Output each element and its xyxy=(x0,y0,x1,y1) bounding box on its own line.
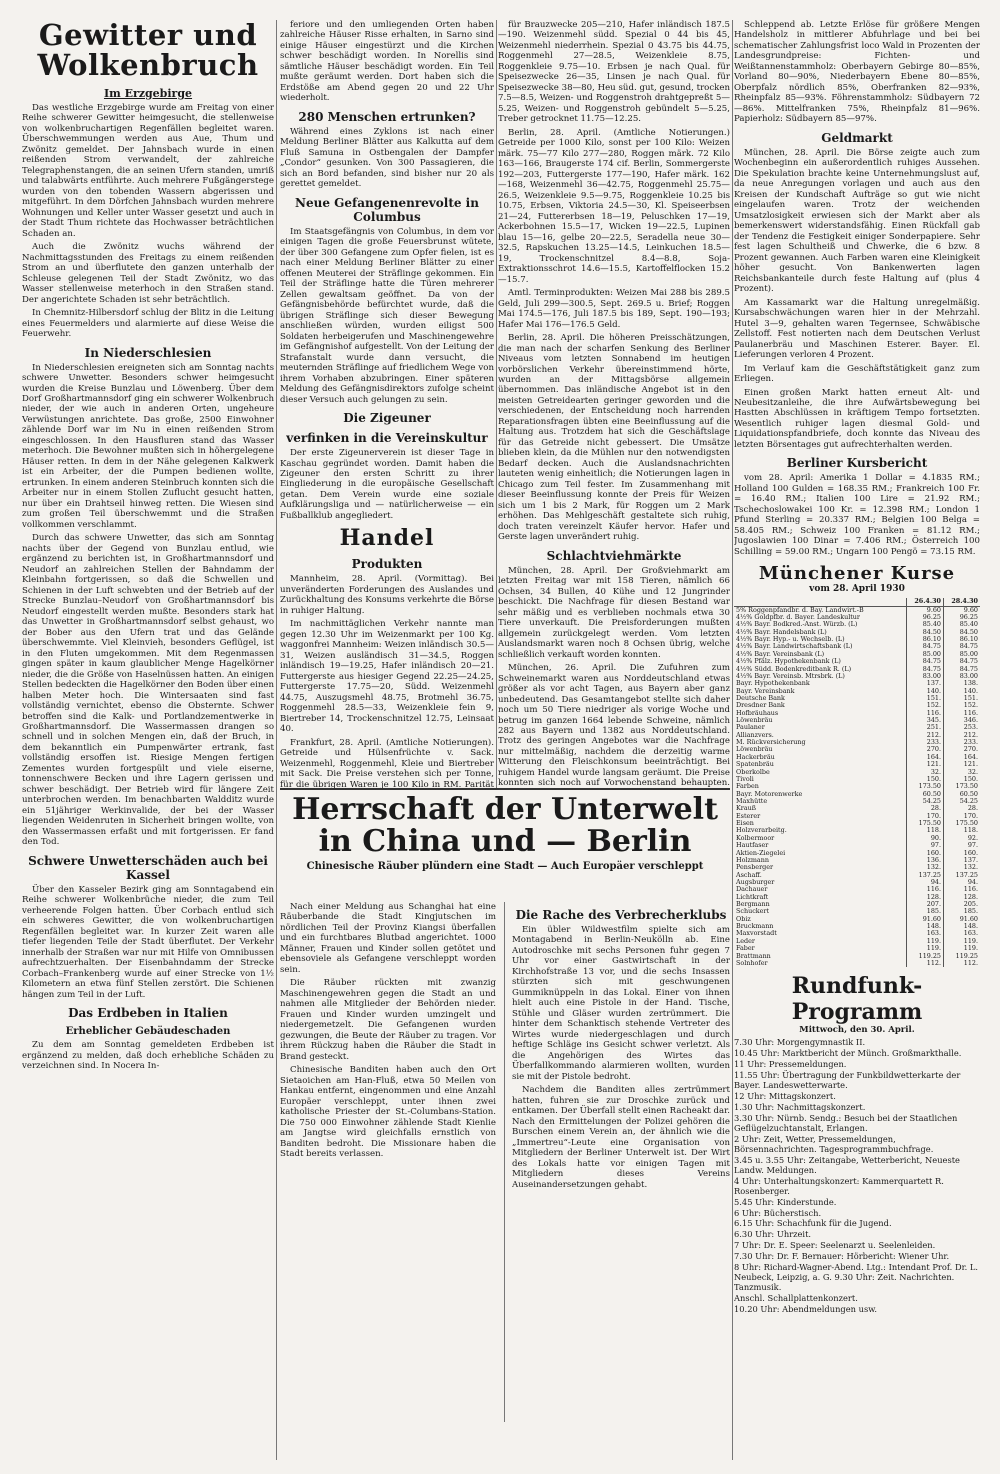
security-price: 86.10 xyxy=(907,636,944,643)
security-price: 148. xyxy=(944,923,981,930)
article-paragraph: Das westliche Erzgebirge wurde am Freitag von einer Reihe schwerer Gewitter heimgesucht, die stellenweise von wolkenbruchartigen Regenfällen begleitet waren. Überschwemmungen werden aus Aue, Thum und Zwönitz gemeldet. Der Jahnsbach wurde in einen reißenden Strom verwandelt, der zahlreiche Telegraphenstangen, die an seinen Ufern standen, umriß und talabwärts entführte. Auch mehrere Fußgängerstege wurden von den tobenden Wassern abgerissen und mitgeführt. In dem Dörfchen Jahnsbach wurden mehrere Wohnungen und Keller unter Wasser gesetzt und auch in der Stadt Thum richtete das Hochwasser beträchtlichen Schaden an. xyxy=(22,102,274,239)
article-paragraph: Im Staatsgefängnis von Columbus, in dem vor einigen Tagen die große Feuersbrunst wütete, der über 300 Gefangene zum Opfer fielen, ist es nach einer Meldung Berliner Blätter zu einer offenen Meuterei der Sträflinge gekommen. Ein Teil der Sträflinge hatte die Türen mehrerer Zellen gewaltsam geöffnet. Da von der Gefängnisbehörde befürchtet wurde, daß die übrigen Sträflinge sich dieser Bewegung anschließen würden, wurden eiligst 500 Soldaten herbeigerufen und Maschinengewehre im Gefängnishof aufgestellt. Von der Leitung der Strafanstalt wurde dann versucht, die meuternden Sträflinge auf friedlichem Wege von ihrem Vorhaben abzubringen. Einer späteren Meldung des Gefängnisdirektors zufolge scheint dieser Versuch auch gelungen zu sein. xyxy=(280,226,494,405)
security-name: 4½% Bayr. Hyp.- u. Wechselb. (L) xyxy=(736,635,845,644)
security-name: Löwenbräu xyxy=(736,745,773,754)
section-heading: In Niederschlesien xyxy=(84,345,212,360)
article-paragraph: Schleppend ab. Letzte Erlöse für größere Mengen Handelsholz in mittlerer Abfuhrlage und bei bei schematischer Zahlungsfrist loco Wald in Prozenten der Landesgrundpreise: Fichten- und Weißtannenstammholz: Oberbayern Gebirge 80—85%, Vorland 80—90%, Niederbayern Ebene 80—85%, Oberpfalz nördlich 85%, Oberfranken 82—93%, Rheinpfalz 85—93%. Föhrenstammholz: Südbayern 72—86%. Mittelfranken 75%, Rheinpfalz 81—96%. Papierholz: Südbayern 85—97%. xyxy=(734,20,980,125)
security-price: 185. xyxy=(944,908,981,915)
security-price: 118. xyxy=(944,827,981,834)
radio-program-item: 3.45 u. 3.55 Uhr: Zeitangabe, Wetterbericht, Neueste Landw. Meldungen. xyxy=(734,1154,960,1175)
security-price: 132. xyxy=(944,864,981,871)
security-price: 83.00 xyxy=(944,673,981,680)
security-name: 4½% Bayr. Vereinsb. Mtrsbrk. (L) xyxy=(736,671,845,680)
section-heading: Schlachtviehmärkte xyxy=(546,548,682,563)
security-name: 4½% Bayr. Landwirtschaftsbank (L) xyxy=(736,642,853,651)
article-paragraph: Amtl. Terminprodukten: Weizen Mai 288 bis 289.5 Geld, Juli 299—300.5, Sept. 269.5 u. Brief; Roggen Mai 174.5—176, Juli 187.5 bis 189, Sept. 190—193; Hafer Mai 176—176.5 Geld. xyxy=(498,288,730,330)
security-price: 118. xyxy=(907,827,944,834)
radio-program-item: 12 Uhr: Mittagskonzert. xyxy=(734,1091,836,1102)
radio-program-title: Rundfunk-Programm xyxy=(791,973,923,1026)
column-rule xyxy=(504,902,505,1422)
security-price: 9.60 xyxy=(907,606,944,614)
section-heading: Neue Gefangenenrevolte in Columbus xyxy=(295,195,479,224)
section-heading: Das Erdbeben in Italien xyxy=(68,1006,228,1021)
kurse-row xyxy=(734,953,980,960)
section-heading: Im Erzgebirge xyxy=(103,86,193,100)
article-paragraph: Der erste Zigeunerverein ist dieser Tage in Kaschau gegründet worden. Damit haben die Zigeuner den ersten Schritt zu ihrer Eingliederung in die europäische Gesellschaft getan. Dem Verein wurde eine soziale Aufklärungsliga und — natürlicherweise — ein Fußballklub angegliedert. xyxy=(280,448,494,521)
column-rule xyxy=(732,20,733,1460)
radio-program-item: 6.30 Uhr: Uhrzeit. xyxy=(734,1229,812,1240)
security-price: 90. xyxy=(907,835,944,842)
security-price: 170. xyxy=(944,813,981,820)
radio-program-item: 2 Uhr: Zeit, Wetter, Pressemeldungen, Börsennachrichten. Tagesprogrammbuchfrage. xyxy=(734,1133,934,1154)
security-price: 84.50 xyxy=(944,629,981,636)
feature-column-right xyxy=(512,902,730,1422)
kurse-date: vom 28. April 1930 xyxy=(809,584,905,595)
security-price: 116. xyxy=(944,886,981,893)
security-price: 137. xyxy=(907,680,944,687)
security-name: 4½% Goldpfbr. d. Bayer. Landeskultur xyxy=(736,613,860,621)
security-name: 4½% Bayr. Handelsbank (L) xyxy=(736,627,827,636)
security-price: 270. xyxy=(907,746,944,753)
security-price: 92. xyxy=(944,835,981,842)
security-price: 150. xyxy=(944,776,981,783)
column-rule xyxy=(276,20,277,1460)
security-name: Faber xyxy=(736,944,755,953)
kurse-col-header: 26.4.30 xyxy=(907,598,944,606)
article-paragraph: Auch die Zwönitz wuchs während der Nachmittagsstunden des Freitags zu einem reißenden Strom an und überflutete den ganzen unterhalb der Schleuse gelegenen Teil der Stadt Zwönitz, wo das Wasser stellenweise meterhoch in den Straßen stand. Der angerichtete Schaden ist sehr beträchtlich. xyxy=(22,242,274,305)
radio-program-item: 4 Uhr: Unterhaltungskonzert: Kammerquartett R. Rosenberger. xyxy=(734,1175,944,1196)
feature-subheadline: Chinesische Räuber plündern eine Stadt — Auch Europäer verschleppt xyxy=(306,861,704,872)
security-name: Oberkolbe xyxy=(736,767,770,776)
kurse-row xyxy=(734,717,980,724)
security-price: 84.75 xyxy=(907,643,944,650)
security-name: Lichtkraft xyxy=(736,892,769,901)
kurse-col-header: 28.4.30 xyxy=(944,598,981,606)
security-price: 97. xyxy=(944,842,981,849)
security-price: 84.75 xyxy=(944,643,981,650)
security-price: 112. xyxy=(944,960,981,967)
feature-article-columns xyxy=(280,902,730,1422)
security-price: 173.50 xyxy=(944,783,981,790)
kurse-row xyxy=(734,938,980,945)
security-price: 173.50 xyxy=(907,783,944,790)
security-price: 96.25 xyxy=(907,614,944,621)
kurse-row xyxy=(734,864,980,871)
radio-program-item: 7 Uhr: Dr. E. Speer: Seelenarzt u. Seelenleiden. xyxy=(734,1240,936,1251)
security-price: 212. xyxy=(907,732,944,739)
security-price: 54.25 xyxy=(907,798,944,805)
kurse-row xyxy=(734,761,980,768)
kurse-title: Münchener Kurse xyxy=(758,563,956,585)
security-price: 119. xyxy=(907,945,944,952)
security-price: 84.75 xyxy=(907,666,944,673)
security-name: 4½% Pfälz. Hypothekenbank (L) xyxy=(736,657,841,666)
kurse-row xyxy=(734,886,980,893)
radio-program-date: Mittwoch, den 30. April. xyxy=(799,1025,915,1036)
security-price: 97. xyxy=(907,842,944,849)
feature-headline-line1: Herrschaft der Unterwelt xyxy=(292,792,718,827)
security-price: 84.50 xyxy=(907,629,944,636)
radio-program-item: 5.45 Uhr: Kinderstunde. xyxy=(734,1196,837,1207)
security-name: Paulaner xyxy=(736,723,765,732)
kurse-row xyxy=(734,901,980,908)
security-name: Maxvorstadt xyxy=(736,929,777,938)
security-name: Spatenbräu xyxy=(736,760,774,769)
kurse-row xyxy=(734,798,980,805)
security-price: 28. xyxy=(944,805,981,812)
security-price: 85.40 xyxy=(907,621,944,628)
security-price: 84.75 xyxy=(907,658,944,665)
security-price: 253. xyxy=(944,724,981,731)
security-name: Eisen xyxy=(736,819,754,828)
security-price: 233. xyxy=(907,739,944,746)
security-price: 205. xyxy=(944,901,981,908)
article-paragraph: Ein übler Wildwestfilm spielte sich am Montagabend in Berlin-Neukölln ab. Eine Autodroschke mit sechs Personen fuhr gegen 7 Uhr vor einer Gastwirtschaft in der Kirchhofstraße 13 vor, und die sechs Insassen stürzten sich mit geschwungenen Gummiknüppeln in das Lokal. Einer von ihnen hielt auch eine Pistole in der Hand. Tische, Stühle und Gläser wurden zertrümmert. Die hinter dem Schanktisch stehende Vertreter des Wirtes wurde niedergeschlagen und durch heftige Schläge ins Gesicht schwer verletzt. Als die Angehörigen des Wirtes das Überfallkommando alarmieren wollten, wurden sie mit der Pistole bedroht. xyxy=(512,925,730,1082)
kurse-row xyxy=(734,945,980,952)
security-price: 137. xyxy=(944,857,981,864)
section-heading: verfinken in die Vereinskultur xyxy=(286,431,488,446)
security-price: 91.60 xyxy=(907,916,944,923)
column-a xyxy=(22,20,274,1460)
security-price: 163. xyxy=(907,930,944,937)
article-paragraph: München, 28. April. Der Großviehmarkt am letzten Freitag war mit 158 Tieren, nämlich 66 Ochsen, 34 Bullen, 40 Kühe und 12 Jungrinder beschickt. Die Nachfrage für diesen Bestand war sehr mäßig und es verblieben nochmals etwa 30 Tiere unverkauft. Die Preisforderungen mußten allgemein zurückgelegt werden. Vom letzten Auslandsmarkt waren noch 8 Ochsen übrig, welche schließlich verkauft worden konnten. xyxy=(498,565,730,660)
security-price: 150. xyxy=(907,776,944,783)
radio-program-item: 10.20 Uhr: Abendmeldungen usw. xyxy=(734,1304,877,1315)
security-price: 128. xyxy=(944,894,981,901)
kurse-row xyxy=(734,879,980,886)
column-d-body xyxy=(734,20,980,557)
security-name: Aschaff. xyxy=(736,870,762,879)
security-name: 5% Roggenpfandbr. d. Bay. Landwirt.-B xyxy=(736,605,864,614)
radio-program-item: 7.30 Uhr: Dr. F. Bernauer: Hörbericht: Wiener Uhr. xyxy=(734,1251,950,1262)
security-price: 119. xyxy=(907,938,944,945)
security-name: Farben xyxy=(736,782,759,791)
article-paragraph: Während eines Zyklons ist nach einer Meldung Berliner Blätter aus Kalkutta auf dem Fluß Samuna in Ostbengalen der Dampfer „Condor“ gesunken. Von 300 Passagieren, die sich an Bord befanden, sind bisher nur 20 als gerettet gemeldet. xyxy=(280,126,494,190)
article-paragraph: Die Räuber rückten mit zwanzig Maschinengewehren gegen die Stadt an und nahmen alle Mitglieder der Behörden nieder. Frauen und Kinder wurden umzingelt und niedergemetzelt. Die Gefangenen wurden gezwungen, die Beute der Räuber zu tragen. Vor ihrem Rückzug haben die Räuber die Stadt in Brand gesteckt. xyxy=(280,978,496,1062)
security-price: 54.25 xyxy=(944,798,981,805)
security-price: 116. xyxy=(907,710,944,717)
security-price: 346. xyxy=(944,717,981,724)
security-name: Bruckmann xyxy=(736,922,774,931)
security-name: Holzverarbeitg. xyxy=(736,826,787,835)
security-price: 119. xyxy=(944,945,981,952)
kurse-row xyxy=(734,908,980,915)
kurse-row xyxy=(734,813,980,820)
security-price: 170. xyxy=(907,813,944,820)
section-heading: Die Rache des Verbrecherklubs xyxy=(515,908,727,922)
security-price: 32. xyxy=(944,769,981,776)
column-c-body xyxy=(498,20,730,788)
kurse-row xyxy=(734,791,980,798)
column-a-body xyxy=(22,87,274,1072)
security-price: 112. xyxy=(907,960,944,967)
section-heading: Die Zigeuner xyxy=(343,411,431,426)
security-price: 28. xyxy=(907,805,944,812)
security-price: 128. xyxy=(907,894,944,901)
kurse-row xyxy=(734,894,980,901)
security-name: M. Rückversicherung xyxy=(736,738,806,747)
article-paragraph: Über den Kasseler Bezirk ging am Sonntagabend ein Reihe schwerer Wolkenbrüche nieder, die zum Teil verheerende Folgen hatten. Über Corbach entlud sich ein schweres Gewitter, die von wolkenbruchartigen Regenfällen begleitet war. In kurzer Zeit waren alle tiefer liegenden Teile der Stadt überflutet. Der Verkehr innerhalb der Straßen war nur mit Hilfe von Omnibussen aufrechtzuerhalten. Der Eisenbahndamm der Strecke Corbach–Frankenberg wurde auf einer Strecke von 1½ Kilometern an etwa fünf Stellen zerstört. Die Schienen hängen zum Teil in der Luft. xyxy=(22,884,274,1000)
security-name: Maxhütte xyxy=(736,796,768,805)
section-heading: Berliner Kursbericht xyxy=(786,456,928,471)
security-price: 83.00 xyxy=(907,673,944,680)
article-paragraph: In Chemnitz-Hilbersdorf schlug der Blitz in die Leitung eines Feuermelders und alarmierte auf diese Weise die Feuerwehr. xyxy=(22,308,274,340)
radio-program-item: 6.15 Uhr: Schachfunk für die Jugend. xyxy=(734,1218,892,1229)
security-price: 96.25 xyxy=(944,614,981,621)
article-paragraph: In Niederschlesien ereigneten sich am Sonntag nachts schwere Unwetter. Besonders schwer heimgesucht wurden die Kreise Bunzlau und Löwenberg. Über dem Dorf Großhartmannsdorf ging ein schwerer Wolkenbruch nieder, der wie auch in anderen Orten, ungeheure Verwüstungen anrichtete. Das große, 2500 Einwohner zählende Dorf war im Nu in einen reißenden Strom eingeschlossen. In den Hausfluren stand das Wasser meterhoch. Die Bewohner mußten sich in höhergelegene Häuser retten. In dem in der Nähe gelegenen Kalkwerk ist ein Arbeiter, der die Pumpen bedienen wollte, ertrunken. In einem anderen Steinbruch konnten sich die Arbeiter nur in einem Stollen Zuflucht gesucht hatten, nur über ein Drahtseil hinweg retten. Die Wiesen sind zum großen Teil überschwemmt und die Straßen vollkommen verschlammt. xyxy=(22,362,274,530)
column-c xyxy=(498,20,730,788)
security-price: 212. xyxy=(944,732,981,739)
security-price: 85.00 xyxy=(944,651,981,658)
security-price: 151. xyxy=(907,695,944,702)
security-name: Bayr. Motorenwerke xyxy=(736,789,803,798)
security-price: 160. xyxy=(944,850,981,857)
security-name: Bayr. Hypothekenbank xyxy=(736,679,810,688)
article-paragraph: Zu dem am Sonntag gemeldeten Erdbeben ist ergänzend zu melden, daß doch erhebliche Schäden zu verzeichnen sind. In Nocera In- xyxy=(22,1040,274,1072)
security-price: 116. xyxy=(944,710,981,717)
kurse-row xyxy=(734,769,980,776)
feature-headline-line2: in China und — Berlin xyxy=(318,823,692,859)
security-name: Holzmann xyxy=(736,855,769,864)
feature-article-header xyxy=(280,794,730,878)
security-name: Hackerbräu xyxy=(736,752,775,761)
security-name: Deutsche Bank xyxy=(736,693,785,702)
security-price: 270. xyxy=(944,746,981,753)
security-name: Brattmann xyxy=(736,951,771,960)
section-heading: Erheblicher Gebäudeschaden xyxy=(65,1026,231,1038)
radio-program-item: 11 Uhr: Pressemeldungen. xyxy=(734,1059,847,1070)
security-name: Bergmann xyxy=(736,900,770,909)
security-name: Hautfaser xyxy=(736,841,769,850)
feature-column-left xyxy=(280,902,496,1422)
security-price: 207. xyxy=(907,901,944,908)
security-price: 175.50 xyxy=(944,820,981,827)
column-b-body xyxy=(280,20,494,788)
security-name: Löwenbräu xyxy=(736,716,773,725)
security-name: 4½% Südd. Bodenkreditbank R. (L) xyxy=(736,664,852,673)
section-heading: Schwere Unwetterschäden auch bei Kassel xyxy=(28,853,268,882)
article-paragraph: Durch das schwere Unwetter, das sich am Sonntag nachts über der Gegend von Bunzlau entlud, wie ergänzend zu berichten ist, in Großhartmannsdorf und Neudorf an zahlreichen Stellen der Bahndamm der Kleinbahn fortgerissen, so daß die Schwellen und Schienen in der Luft schwebten und der Betrieb auf der Strecke Bunzlau–Neudorf von Großhartmannsdorf bis Neudorf eingestellt werden mußte. Besonders stark hat das Unwetter in Großhartmannsdorf selbst gehaust, wo der Bober aus den Ufern trat und das Gelände überschwemmte. Viel Kleinvieh, besonders Geflügel, ist in den Fluten umgekommen. Mit dem Regenmassen gingen später in kaum glaublicher Menge Hagelkörner nieder, die die Größe von Haselnüssen hatten. An einigen Stellen bedeckten die Hagelkörner den Boden über einen halben Meter hoch. Die Wintersaaten sind fast vollständig vernichtet, ebenso die Obsternte. Schwer betroffen sind die Kalk- und Portlandzementwerke in Großhartmannsdorf. Die Wassermassen drangen so schnell und in solchen Mengen ein, daß der Bruch, in dem bekanntlich ein Pumpenwärter ertrank, fast vollständig ersoffen ist. Riesige Mengen fertigen Zementes wurden fortgespült und viele eiserne, tonnenschwere Becken und ihre Lagern gerissen und schwer beschädigt. Der Betrieb wird für längere Zeit unterbrochen werden. Im benachbarten Waldditz wurde ein 51jähriger Werkinvalide, der bei der Wasser liegenden Weidenruten in Sicherheit bringen wollte, von den Wassermassen erfaßt und mit fortgerissen. Er fand den Tod. xyxy=(22,533,274,848)
security-price: 132. xyxy=(907,864,944,871)
security-price: 121. xyxy=(907,761,944,768)
security-name: Tivoli xyxy=(736,774,754,783)
kurse-table xyxy=(734,598,980,967)
security-price: 85.00 xyxy=(907,651,944,658)
article-paragraph: Nach einer Meldung aus Schanghai hat eine Räuberbande die Stadt Kingjutschen im nördlichen Teil der Provinz Kiangsi überfallen und ein furchtbares Blutbad angerichtet. 1000 Männer, Frauen und Kinder sollen getötet und ebensoviele als Gefangene verschleppt worden sein. xyxy=(280,902,496,975)
security-name: Solnhofer xyxy=(736,958,768,967)
article-paragraph: vom 28. April: Amerika 1 Dollar = 4.1835 RM.; Holland 100 Gulden = 168.35 RM.; Frankreich 100 Fr. = 16.40 RM.; Italien 100 Lire = 21.92 RM.; Tschechoslowakei 100 Kr. = 12.398 RM.; London 1 Pfund Sterling = 20.337 RM.; Belgien 100 Belga = 58.405 RM.; Schweiz 100 Franken = 81.12 RM.; Jugoslawien 100 Dinar = 7.406 RM.; Österreich 100 Schilling = 59.00 RM.; Ungarn 100 Pengö = 73.15 RM. xyxy=(734,473,980,557)
section-divider xyxy=(280,788,730,790)
article-paragraph: Mannheim, 28. April. (Vormittag). Bei unveränderten Forderungen des Auslandes und Zurückhaltung des Konsums verkehrte die Börse in ruhiger Haltung. xyxy=(280,574,494,616)
security-name: Leder xyxy=(736,936,755,945)
radio-program-item: 6 Uhr: Bücherstisch. xyxy=(734,1207,822,1218)
radio-program-item: 7.30 Uhr: Morgengymnastik II. xyxy=(734,1037,866,1048)
section-heading: Handel xyxy=(339,525,435,552)
kurse-row xyxy=(734,960,980,967)
security-price: 137.25 xyxy=(907,872,944,879)
security-price: 85.40 xyxy=(944,621,981,628)
security-price: 84.75 xyxy=(944,666,981,673)
kurse-row xyxy=(734,850,980,857)
main-headline: Gewitter und Wolkenbruch xyxy=(37,20,259,83)
security-price: 91.60 xyxy=(944,916,981,923)
column-d xyxy=(734,20,980,1460)
security-name: Esterer xyxy=(736,811,761,820)
security-price: 119.25 xyxy=(907,953,944,960)
security-name: Allianzvers. xyxy=(736,730,774,739)
kurse-row xyxy=(734,776,980,783)
security-price: 137.25 xyxy=(944,872,981,879)
feature-left-body xyxy=(280,902,496,1160)
article-paragraph: München, 28. April. Die Börse zeigte auch zum Wochenbeginn ein außerordentlich ruhiges Aussehen. Die Spekulation brachte keine Unternehmungslust auf, da neue Anregungen vorlagen und auch aus den Kreisen der Kundschaft Aufträge so gut wie nicht eingelaufen waren. Trotz der weichenden Umsatzlosigkeit erwiesen sich der Markt aber als bemerkenswert widerstandsfähig. Einen Rückfall gab der Tendenz die Festigkeit einiger Sonderpapiere. Sehr fest lagen Schultheiß und Chwerke, die 6 bzw. 8 Prozent gewannen. Auch Farben waren eine Kleinigkeit höher gesucht. Von Bankenwerten lagen Reichsbankanteile durch feste Haltung auf (plus 4 Prozent). xyxy=(734,147,980,295)
security-price: 140. xyxy=(907,688,944,695)
security-price: 160. xyxy=(907,850,944,857)
security-name: Schuckert xyxy=(736,907,770,916)
article-paragraph: Einen großen Markt hatten erneut Alt- und Neubesitzanleihe, die ihre Aufwärtsbewegung bei Hastten Abschlüssen in kräftigem Tempo fortsetzten. Wesentlich ruhiger lagen diesmal Gold- und Liquidationspfandbriefe, doch konnte das Niveau des letzten Börsentages gut aufrechterhalten werden. xyxy=(734,387,980,450)
security-name: Hofbräuhaus xyxy=(736,708,779,717)
security-price: 175.50 xyxy=(907,820,944,827)
security-price: 94. xyxy=(907,879,944,886)
radio-program-item: 3.30 Uhr: Nürnb. Sendg.: Besuch bei der Staatlichen Geflügelzuchtanstalt, Erlangen. xyxy=(734,1112,958,1133)
security-name: 4½% Bayr. Bodkred.-Anst. Würzb. (L) xyxy=(736,620,858,629)
radio-program-item: Anschl. Schallplattenkonzert. xyxy=(734,1293,858,1304)
security-price: 233. xyxy=(944,739,981,746)
security-price: 136. xyxy=(907,857,944,864)
article-paragraph: Frankfurt, 28. April. (Amtliche Notierungen). Getreide und Hülsenfrüchte v. Sack. Weizenmehl, Roggenmehl, Kleie und Biertreber mit Sack. Die Preise verstehen sich per Tonne, für die übrigen Waren je 100 Kilo in RM. Parität xyxy=(280,737,494,788)
security-price: 84.75 xyxy=(944,658,981,665)
security-price: 94. xyxy=(944,879,981,886)
column-b xyxy=(280,20,494,788)
security-price: 152. xyxy=(944,702,981,709)
kurse-row xyxy=(734,805,980,812)
security-price: 140. xyxy=(944,688,981,695)
article-paragraph: Im Verlauf kam die Geschäftstätigkeit ganz zum Erliegen. xyxy=(734,363,980,385)
security-name: Pensberger xyxy=(736,863,774,872)
security-price: 119. xyxy=(944,938,981,945)
article-paragraph: Chinesische Banditen haben auch den Ort Sietaoichen am Han-Fluß, etwa 50 Meilen von Hankau entfernt, eingenommen und eine Anzahl Europäer verschleppt, unter ihnen zwei katholische Priester der St.-Columbans-Station. Die 750 000 Einwohner zählende Stadt Kienlie am Jangtse wird gleichfalls ernstlich von Banditen bedroht. Die Missionare haben die Stadt bereits verlassen. xyxy=(280,1065,496,1160)
kurse-row xyxy=(734,835,980,842)
article-paragraph: München, 26. April. Die Zufuhren zum Schweinemarkt waren aus Norddeutschland etwas größer als vor acht Tagen, aus Bayern aber ganz unbedeutend. Das Gesamtangebot stellte sich daher noch um 50 Tiere niedriger als vorige Woche und betrug im ganzen 1664 lebende Schweine, nämlich 282 aus Bayern und 1382 aus Norddeutschland. Trotz des geringen Angebotes war die Nachfrage nur mittelmäßig, nachdem die derzeitig warme Witterung den Fleischkonsum beeinträchtigt. Bei ruhigem Handel wurde langsam geräumt. Die Preise konnten sich noch auf Vorwochenstand behaupten. xyxy=(498,663,730,788)
article-paragraph: Am Kassamarkt war die Haltung unregelmäßig. Kursabschwächungen waren hier in der Mehrzahl. Hutel 3—9, gehalten waren Tegernsee, Schwäbische Zellstoff. Fest notierten nach dem Deutschen Verlust Paulanerbräu und Maschinen Esterer. Bayer. El. Lieferungen verloren 4 Prozent. xyxy=(734,297,980,361)
article-paragraph: für Brauzwecke 205—210, Hafer inländisch 187.5—190. Weizenmehl südd. Spezial 0 44 bis 45, Weizenmehl niederrhein. Spezial 0 43.75 bis 44.75, Roggenmehl 27—28.5, Weizenkleie 8.75, Roggenkleie 9.75—10. Erbsen je nach Qual. für Speisezwecke 26—35, Linsen je nach Qual. für Speisezwecke 38—80, Heu süd. gut, gesund, trocken 7.5—8.5, Weizen- und Roggenstroh drahtgepreßt 5—5.25, Weizen- und Roggenstroh gebündelt 5—5.25, Treber getrocknet 11.75—12.25. xyxy=(498,20,730,125)
radio-program-item: 10.45 Uhr: Marktbericht der Münch. Großmarkthalle. xyxy=(734,1048,962,1059)
security-name: Dresdner Bank xyxy=(736,701,785,710)
security-price: 86.10 xyxy=(944,636,981,643)
article-paragraph: Im nachmittäglichen Verkehr nannte man gegen 12.30 Uhr im Weizenmarkt per 100 Kg. waggonfrei Mannheim: Weizen inländisch 30.5—31, Weizen ausländisch 31—34.5, Roggen inländisch 19—19.25, Hafer inländisch 20—21. Futtergerste aus hiesiger Gegend 22.25—24.25, Futtergerste 17.75—20, Südd. Weizenmehl 44.75, Auszugsmehl 48.75, Brotmehl 36.75, Roggenmehl 28.5—33, Weizenkleie fein 9, Biertreber 14, Trockenschnitzel 12.75, Leinsaat 40. xyxy=(280,619,494,735)
kurse-row xyxy=(734,930,980,937)
security-name: Obiz xyxy=(736,914,751,923)
security-price: 60.50 xyxy=(907,791,944,798)
column-rule xyxy=(496,20,497,790)
article-paragraph: feriore und den umliegenden Orten haben zahlreiche Häuser Risse erhalten, in Sarno sind einige Häuser eingestürzt und die Kirchen schwer beschädigt worden. In Norellis sind sämtliche Häuser beschädigt worden. Ein Teil mußte geräumt werden. Dort haben sich die Erdstöße am Abend gegen 20 und 22 Uhr wiederholt. xyxy=(280,20,494,104)
security-name: 4½% Bayr. Vereinsbank (L) xyxy=(736,649,825,658)
security-price: 185. xyxy=(907,908,944,915)
security-name: Kolbermoor xyxy=(736,833,775,842)
security-price: 32. xyxy=(907,769,944,776)
section-heading: Produkten xyxy=(351,557,423,572)
security-price: 164. xyxy=(907,754,944,761)
article-paragraph: Nachdem die Banditen alles zertrümmert hatten, fuhren sie zur Droschke zurück und entkamen. Der Überfall stellt einen Racheakt dar. Nach den Ermittelungen der Polizei gehören die Burschen einem Verein an, der ähnlich wie die „Immertreu“-Leute eine Organisation von Mitgliedern der Berliner Unterwelt ist. Der Wirt des Lokals hatte vor einigen Tagen mit Mitgliedern dieses Vereins Auseinandersetzungen gehabt. xyxy=(512,1085,730,1190)
security-price: 148. xyxy=(907,923,944,930)
security-name: Krauß xyxy=(736,804,757,813)
section-heading: 280 Menschen ertrunken? xyxy=(298,109,476,124)
radio-program-item: 1.30 Uhr: Nachmittagskonzert. xyxy=(734,1101,866,1112)
security-name: Bayr. Vereinsbank xyxy=(736,686,795,695)
security-price: 345. xyxy=(907,717,944,724)
security-price: 116. xyxy=(907,886,944,893)
security-price: 151. xyxy=(944,695,981,702)
security-price: 121. xyxy=(944,761,981,768)
security-price: 251. xyxy=(907,724,944,731)
security-price: 60.50 xyxy=(944,791,981,798)
security-price: 9.60 xyxy=(944,606,981,614)
security-price: 164. xyxy=(944,754,981,761)
security-price: 138. xyxy=(944,680,981,687)
security-name: Aktien-Ziegelei xyxy=(736,848,786,857)
security-name: Augsburger xyxy=(736,877,775,886)
section-heading: Geldmarkt xyxy=(821,130,893,145)
security-price: 152. xyxy=(907,702,944,709)
security-name: Dachauer xyxy=(736,885,768,894)
radio-program-list xyxy=(734,1038,980,1315)
article-paragraph: Berlin, 28. April. (Amtliche Notierungen.) Getreide per 1000 Kilo, sonst per 100 Kilo: Weizen märk. 75—77 Kilo 277—280, Roggen märk. 72 Kilo 163—166, Braugerste 174 cif. Berlin, Sommergerste 192—203, Futtergerste 177—190, Hafer märk. 162—168, Weizenmehl 36—42.75, Roggenmehl 25.75—26.5, Weizenkleie 9.5—9.75, Roggenkleie 10.25 bis 10.75, Erbsen, Viktoria 24.5—30, Kl. Speiseerbsen 21—24, Futtererbsen 18—19, Peluschken 17—19, Ackerbohnen 15.5—17, Wicken 19—22.5, Lupinen blau 15—16, gelbe 20—22.5, Seradella neue 30—32.5, Rapskuchen 13.25—14.5, Leinkuchen 18.5—19, Trockenschnitzel 8.4—8.8, Soja-Extraktionsschrot 14.6—15.5, Kartoffelflocken 15.2—15.7. xyxy=(498,127,730,285)
security-price: 163. xyxy=(944,930,981,937)
article-paragraph: Berlin, 28. April. Die höheren Preisschätzungen, die man nach der scharfen Senkung des Berliner Niveaus vom letzten Sonnabend im heutigen vorbörslichen Verkehr übereinstimmend hörte, wurden an der Mittagsbörse allgemein übernommen. Das inländische Angebot ist in den meisten Getreidearten geringer geworden und die verschiedenen, der Entscheidung noch harrenden Reparationsfragen übten eine Beeinflussung auf die Haltung aus. Trotzdem hat sich die Geschäftslage für das Getreide nicht gebessert. Die Umsätze blieben klein, da die Mühlen nur den notwendigsten Bedarf decken. Auch die Auslandsnachrichten lauteten wenig einheitlich; die Notierungen lagen in Chicago zum Teil fester. Im Zusammenhang mit dieser Beeinflussung konnte der Preis für Weizen sich um 1 bis 2 Mark, für Roggen um 2 Mark erhöhen. Das Mehlgeschäft gestaltete sich ruhig, doch traten vereinzelt Käufer hervor. Hafer und Gerste lagen unverändert ruhig. xyxy=(498,333,730,543)
feature-right-body xyxy=(512,908,730,1190)
security-price: 119.25 xyxy=(944,953,981,960)
radio-program-item: 8 Uhr: Richard-Wagner-Abend. Ltg.: Intendant Prof. Dr. L. Neubeck, Leipzig, a. G. 9.30 Uhr: Zeit. Nachrichten. Tanzmusik. xyxy=(734,1262,979,1293)
radio-program-item: 11.55 Uhr: Übertragung der Funkbildwetterkarte der Bayer. Landeswetterwarte. xyxy=(734,1070,961,1091)
